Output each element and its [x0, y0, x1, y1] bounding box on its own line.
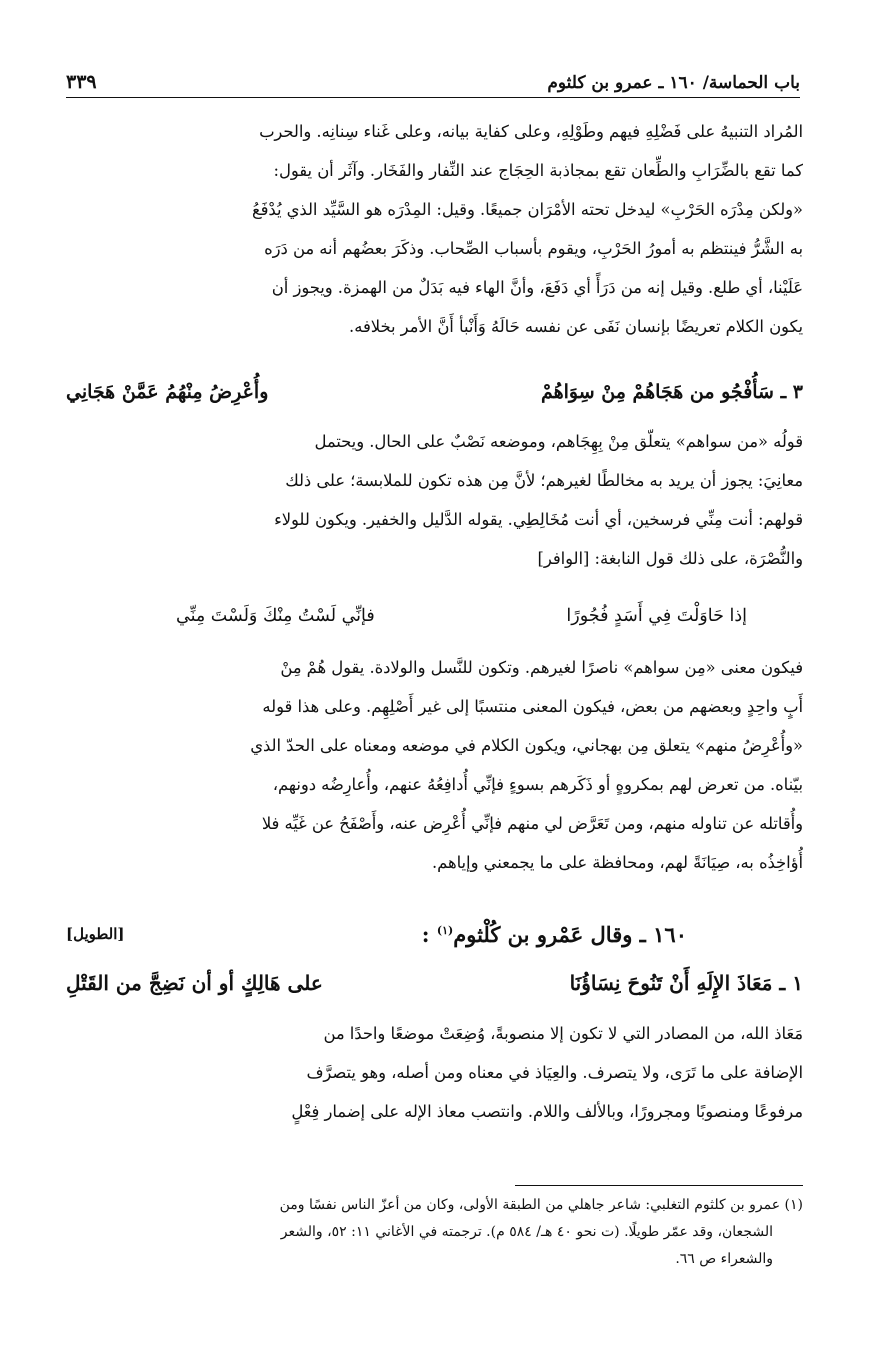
text-line: وأُقاتله عن تناوله منهم، ومن تَعَرَّض لي منهم فإنِّي أُعْرِض عنه، وأَصْفَحُ عن غَيِّه فلا: [261, 814, 803, 833]
text-line: الإضافة على ما تَرَى، ولا يتصرف. والعِيَاذ في معناه ومن أصله، وهو يتصرَّف: [306, 1063, 803, 1082]
footnote-line: الشجعان، وقد عمّر طويلًا. (ت نحو ٤٠ هـ/ ٥٨٤ م). ترجمته في الأغاني ١١: ٥٢، والشعر: [280, 1224, 773, 1240]
text-line: «ولكن مِدْرَه الحَرْبِ» ليدخل تحته الأمْرَان جميعًا. وقيل: المِدْرَه هو السَّيِّد الذي يُدْفَعُ: [251, 200, 803, 219]
verse-second-hemistich: فإنِّي لَسْتُ مِنْكَ وَلَسْتَ مِنِّي: [176, 606, 375, 626]
running-title: باب الحماسة/ ١٦٠ ـ عمرو بن كلثوم: [547, 73, 800, 93]
quoted-verse-nabigha: [66, 594, 803, 638]
verse-second-hemistich: وأُعْرِضُ مِنْهُمُ عَمَّنْ هَجَانِي: [66, 381, 269, 403]
poetic-meter-label: [الطويل]: [66, 925, 125, 943]
text-line: كما تقع بالضِّرَابِ والطِّعان تقع بمجاذبة الحِجَاج عند النِّفار والفَخَار. وآثَر أن يقول:: [273, 161, 803, 180]
commentary-paragraph-1: [66, 112, 803, 346]
text-line: «وأُعْرِضُ منهم» يتعلق مِن بهجاني، ويكون الكلام في موضعه ومعناه على الحدّ الذي: [250, 736, 803, 755]
verse-first-hemistich: ٣ ـ سَأُفْجُو من هَجَاهُمْ مِنْ سِوَاهُمْ: [540, 381, 803, 403]
section-title: [422, 922, 687, 947]
footnote-line: والشعراء ص ٦٦.: [675, 1251, 773, 1267]
text-line: فيكون معنى «مِن سواهم» ناصرًا لغيرهم. وتكون للنَّسل والولادة. يقول هُمْ مِنْ: [280, 658, 803, 677]
commentary-paragraph-2: [66, 422, 803, 578]
text-line: مرفوعًا ومنصوبًا ومجرورًا، وبالألف واللام. وانتصب معاذ الإله على إضمار فِعْلٍ: [291, 1102, 803, 1121]
commentary-paragraph-3: [66, 648, 803, 882]
commentary-paragraph-4: [66, 1014, 803, 1131]
footnote-divider: [515, 1185, 803, 1186]
text-line: مَعَاذ الله، من المصادر التي لا تكون إلا منصوبةً، وُضِعَتْ موضعًا واحدًا من: [323, 1024, 803, 1043]
text-line: به الشَّرُّ فينتظم به أمورُ الحَرْبِ، ويقوم بأسباب الصِّحاب. وذكَرَ بعضُهم أنه من دَرَه: [264, 239, 803, 258]
text-line: أَبٍ واحِدٍ وبعضهم من بعض، فيكون المعنى منتسبًا إلى غير أَصْلِهِم. وعلى هذا قوله: [262, 697, 803, 716]
section-colon: :: [421, 921, 430, 947]
text-line: والنُّصْرَة، على ذلك قول النابغة: [الوافر]: [537, 549, 803, 568]
verse-first-hemistich: ١ ـ مَعَاذَ الإِلَهِ أَنْ تَنُوحَ نِسَاؤُنَا: [569, 971, 803, 995]
footnote-ref[interactable]: (١): [436, 923, 454, 937]
running-header: [66, 55, 800, 98]
page-number: ٣٣٩: [66, 71, 97, 93]
text-line: قولُه «من سواهم» يتعلّق مِنْ بِهِجَاهم، وموضعه نَصْبٌ على الحال. ويحتمل: [314, 432, 803, 451]
verse-second-hemistich: على هَالِكٍ أو أن نَضِجَّ من القَتْلِ: [66, 971, 323, 995]
text-line: يكون الكلام تعريضًا بإنسان نَفَى عن نفسه حَالَهُ وَأَنْبأ أَنَّ الأمر بخلافه.: [349, 317, 803, 336]
footnote-line: (١) عمرو بن كلثوم التغلبي: شاعر جاهلي من الطبقة الأولى، وكان من أعزّ الناس نفسًا ومن: [279, 1197, 803, 1213]
verse-first-hemistich: إذا حَاوَلْتَ فِي أَسَدٍ فُجُورًا: [566, 606, 747, 626]
text-line: معانِيَ: يجوز أن يريد به مخالطًا لغيرهم؛ لأنَّ مِن هذه تكون للملابسة؛ على ذلك: [285, 471, 803, 490]
poem-verse-3: [66, 370, 803, 414]
text-line: أُؤاخِذُه به، صِيَانَةً لهم، ومحافظة على ما يجمعني وإياهم.: [431, 853, 803, 872]
text-line: عَلَيْنا، أي طلع. وقيل إنه من دَرَأً أي دَفَعَ، وأنَّ الهاء فيه بَدَلٌ من الهمزة. ويجوز أن: [271, 278, 803, 297]
text-line: قولهم: أنت مِنِّي فرسخين، أي أنت مُخَالِطِي. يقوله الدَّليل والخفير. ويكون للولاء: [274, 510, 803, 529]
footnote: [66, 1192, 803, 1273]
section-title-text: ١٦٠ ـ وقال عَمْرو بن كُلْثوم: [453, 921, 687, 947]
poem-verse-1: [66, 960, 803, 1006]
section-heading: [66, 912, 807, 956]
text-line: المُراد التنبيهُ على فَضْلِهِ فيهم وطَوْلِهِ، وعلى كفاية بيانه، وعلى غَناء سِنانِه. والحرب: [259, 122, 803, 141]
text-line: بيّناه. من تعرض لهم بمكروهٍ أو ذَكَرهم بسوءٍ فإنِّي أُدافِعُهُ عنهم، وأُعارِضُه دونهم،: [272, 775, 803, 794]
